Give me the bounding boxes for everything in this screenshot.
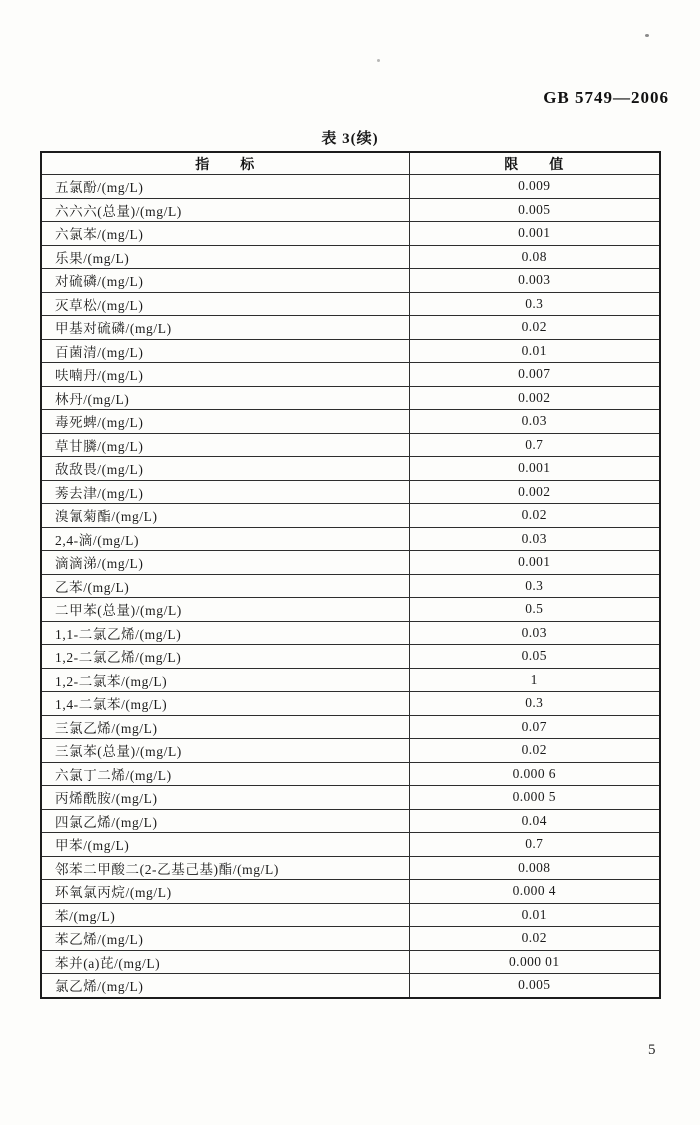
table-row bbox=[41, 457, 660, 481]
limit-cell: 0.007 bbox=[409, 363, 660, 387]
limit-cell: 0.3 bbox=[409, 574, 660, 598]
limit-cell: 0.000 01 bbox=[409, 950, 660, 974]
limit-cell: 0.008 bbox=[409, 856, 660, 880]
table-row bbox=[41, 222, 660, 246]
indicator-cell: 溴氰菊酯/(mg/L) bbox=[41, 504, 409, 528]
indicator-cell: 敌敌畏/(mg/L) bbox=[41, 457, 409, 481]
table-row bbox=[41, 645, 660, 669]
indicator-cell: 乐果/(mg/L) bbox=[41, 245, 409, 269]
table-row bbox=[41, 786, 660, 810]
table-row bbox=[41, 927, 660, 951]
limit-cell: 0.001 bbox=[409, 551, 660, 575]
indicator-cell: 呋喃丹/(mg/L) bbox=[41, 363, 409, 387]
indicator-cell: 灭草松/(mg/L) bbox=[41, 292, 409, 316]
table-row bbox=[41, 245, 660, 269]
limit-cell: 0.7 bbox=[409, 433, 660, 457]
indicator-cell: 三氯乙烯/(mg/L) bbox=[41, 715, 409, 739]
indicator-cell: 1,1-二氯乙烯/(mg/L) bbox=[41, 621, 409, 645]
limit-cell: 0.005 bbox=[409, 974, 660, 998]
table-row bbox=[41, 903, 660, 927]
indicator-cell: 四氯乙烯/(mg/L) bbox=[41, 809, 409, 833]
document-code: GB 5749—2006 bbox=[543, 88, 669, 107]
table-row bbox=[41, 198, 660, 222]
table-row bbox=[41, 809, 660, 833]
limit-cell: 0.009 bbox=[409, 175, 660, 199]
limit-cell: 0.02 bbox=[409, 927, 660, 951]
indicator-cell: 甲基对硫磷/(mg/L) bbox=[41, 316, 409, 340]
table-row bbox=[41, 386, 660, 410]
table-row bbox=[41, 551, 660, 575]
indicator-cell: 百菌清/(mg/L) bbox=[41, 339, 409, 363]
limit-cell: 0.02 bbox=[409, 316, 660, 340]
limit-cell: 0.05 bbox=[409, 645, 660, 669]
limit-cell: 0.02 bbox=[409, 504, 660, 528]
limit-cell: 0.04 bbox=[409, 809, 660, 833]
table-row bbox=[41, 621, 660, 645]
table-row bbox=[41, 574, 660, 598]
indicator-cell: 二甲苯(总量)/(mg/L) bbox=[41, 598, 409, 622]
table-row bbox=[41, 269, 660, 293]
table-row bbox=[41, 433, 660, 457]
indicator-cell: 草甘膦/(mg/L) bbox=[41, 433, 409, 457]
limit-cell: 0.03 bbox=[409, 410, 660, 434]
indicator-cell: 六六六(总量)/(mg/L) bbox=[41, 198, 409, 222]
indicator-cell: 2,4-滴/(mg/L) bbox=[41, 527, 409, 551]
indicator-cell: 对硫磷/(mg/L) bbox=[41, 269, 409, 293]
table-row bbox=[41, 504, 660, 528]
indicator-cell: 苯乙烯/(mg/L) bbox=[41, 927, 409, 951]
limit-cell: 0.005 bbox=[409, 198, 660, 222]
limit-cell: 0.000 6 bbox=[409, 762, 660, 786]
table-header bbox=[41, 152, 660, 175]
limit-cell: 0.002 bbox=[409, 480, 660, 504]
limit-cell: 0.5 bbox=[409, 598, 660, 622]
limit-cell: 0.03 bbox=[409, 621, 660, 645]
limit-cell: 0.000 4 bbox=[409, 880, 660, 904]
table-row bbox=[41, 739, 660, 763]
limit-cell: 0.000 5 bbox=[409, 786, 660, 810]
table-row bbox=[41, 715, 660, 739]
table-row bbox=[41, 175, 660, 199]
table-row bbox=[41, 598, 660, 622]
scan-speck bbox=[377, 59, 380, 62]
page-number: 5 bbox=[648, 1042, 656, 1058]
indicator-cell: 丙烯酰胺/(mg/L) bbox=[41, 786, 409, 810]
indicator-cell: 六氯苯/(mg/L) bbox=[41, 222, 409, 246]
indicator-cell: 甲苯/(mg/L) bbox=[41, 833, 409, 857]
indicator-cell: 五氯酚/(mg/L) bbox=[41, 175, 409, 199]
limit-cell: 1 bbox=[409, 668, 660, 692]
scan-speck bbox=[645, 34, 649, 37]
limit-cell: 0.001 bbox=[409, 457, 660, 481]
table-row bbox=[41, 833, 660, 857]
table-row bbox=[41, 668, 660, 692]
indicator-cell: 毒死蜱/(mg/L) bbox=[41, 410, 409, 434]
limit-cell: 0.002 bbox=[409, 386, 660, 410]
table-row bbox=[41, 762, 660, 786]
limit-cell: 0.02 bbox=[409, 739, 660, 763]
table-row bbox=[41, 410, 660, 434]
indicator-cell: 林丹/(mg/L) bbox=[41, 386, 409, 410]
indicator-cell: 邻苯二甲酸二(2-乙基己基)酯/(mg/L) bbox=[41, 856, 409, 880]
limit-cell: 0.01 bbox=[409, 339, 660, 363]
limit-cell: 0.08 bbox=[409, 245, 660, 269]
table-row bbox=[41, 950, 660, 974]
limit-cell: 0.7 bbox=[409, 833, 660, 857]
indicator-cell: 莠去津/(mg/L) bbox=[41, 480, 409, 504]
limit-cell: 0.03 bbox=[409, 527, 660, 551]
table-row bbox=[41, 856, 660, 880]
indicator-cell: 三氯苯(总量)/(mg/L) bbox=[41, 739, 409, 763]
indicator-cell: 六氯丁二烯/(mg/L) bbox=[41, 762, 409, 786]
limit-cell: 0.3 bbox=[409, 292, 660, 316]
limit-cell: 0.07 bbox=[409, 715, 660, 739]
table-row bbox=[41, 527, 660, 551]
limit-cell: 0.003 bbox=[409, 269, 660, 293]
indicator-cell: 苯/(mg/L) bbox=[41, 903, 409, 927]
indicator-cell: 1,2-二氯乙烯/(mg/L) bbox=[41, 645, 409, 669]
indicator-cell: 滴滴涕/(mg/L) bbox=[41, 551, 409, 575]
table-caption: 表 3(续) bbox=[321, 131, 379, 147]
table-row bbox=[41, 363, 660, 387]
limit-column-header: 限 值 bbox=[409, 152, 660, 175]
table-row bbox=[41, 692, 660, 716]
table-row bbox=[41, 480, 660, 504]
table-row bbox=[41, 880, 660, 904]
limit-cell: 0.01 bbox=[409, 903, 660, 927]
table-row bbox=[41, 316, 660, 340]
table-row bbox=[41, 339, 660, 363]
indicator-cell: 1,4-二氯苯/(mg/L) bbox=[41, 692, 409, 716]
limit-cell: 0.3 bbox=[409, 692, 660, 716]
indicator-cell: 乙苯/(mg/L) bbox=[41, 574, 409, 598]
indicator-cell: 1,2-二氯苯/(mg/L) bbox=[41, 668, 409, 692]
table-body bbox=[41, 175, 660, 998]
limit-cell: 0.001 bbox=[409, 222, 660, 246]
indicator-cell: 氯乙烯/(mg/L) bbox=[41, 974, 409, 998]
indicator-column-header: 指 标 bbox=[41, 152, 409, 175]
header-row bbox=[41, 152, 660, 175]
indicator-cell: 环氧氯丙烷/(mg/L) bbox=[41, 880, 409, 904]
limits-table bbox=[40, 151, 661, 999]
table-row bbox=[41, 974, 660, 998]
indicator-cell: 苯并(a)芘/(mg/L) bbox=[41, 950, 409, 974]
table-row bbox=[41, 292, 660, 316]
